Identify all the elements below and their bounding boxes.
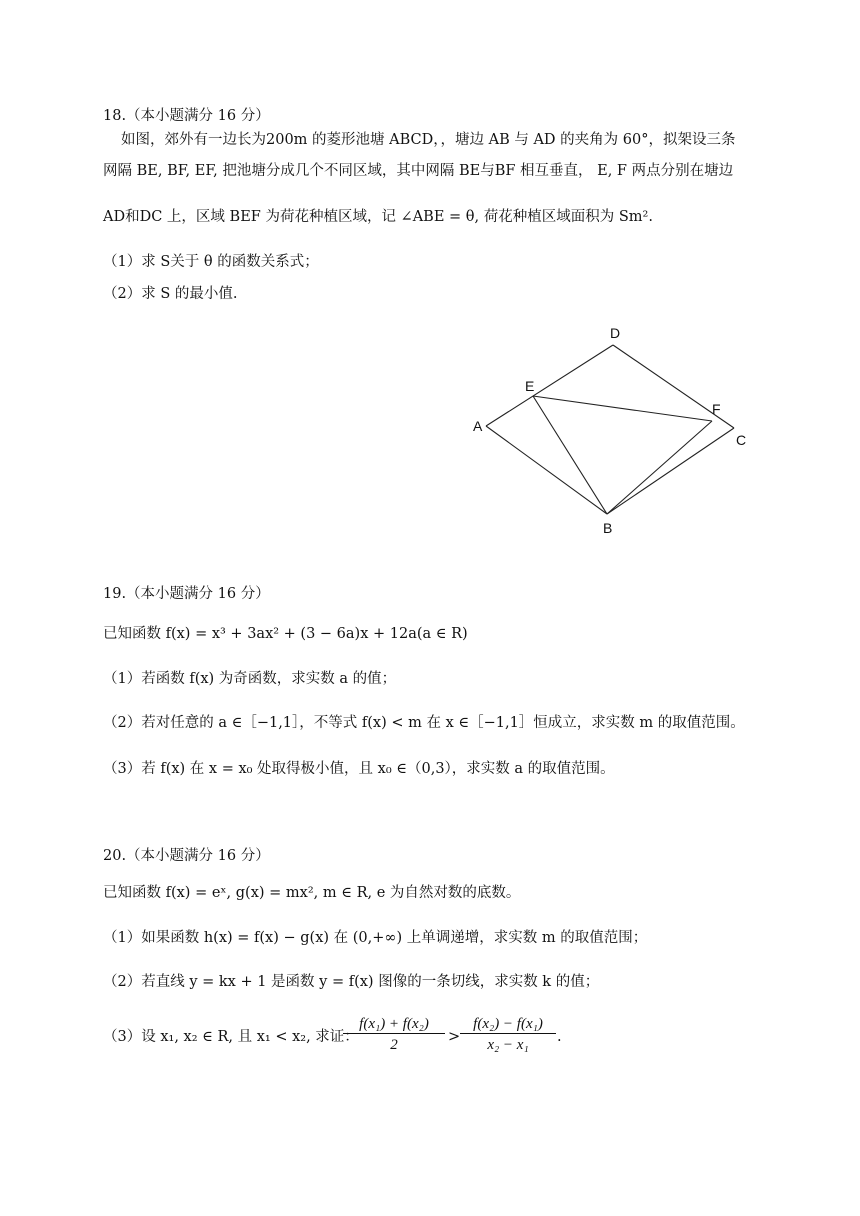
segment-bf	[607, 421, 712, 514]
fraction-right-numerator: f(x₂) − f(x₁)	[460, 1016, 556, 1034]
q18-part2: （2）求 S 的最小值.	[103, 286, 238, 302]
q19-part2: （2）若对任意的 a ∈［−1,1］，不等式 f(x) < m 在 x ∈［−1,1］恒成立，求实数 m 的取值范围。	[103, 715, 745, 731]
q20-header: 20.（本小题满分 16 分）	[103, 848, 270, 864]
label-c: C	[736, 432, 747, 448]
q18-text-line2: 网隔 BE, BF, EF, 把池塘分成几个不同区域，其中网隔 BE与BF 相互垂直， E, F 两点分别在塘边	[103, 163, 734, 179]
q20-part2: （2）若直线 y = kx + 1 是函数 y = f(x) 图像的一条切线，求实数 k 的值；	[103, 974, 600, 990]
q19-header: 19.（本小题满分 16 分）	[103, 586, 270, 602]
q19-part3: （3）若 f(x) 在 x = x₀ 处取得极小值，且 x₀ ∈（0,3），求实数 a 的取值范围。	[103, 761, 615, 777]
q20-part1: （1）如果函数 h(x) = f(x) − g(x) 在 (0,+∞) 上单调递增，求实数 m 的取值范围；	[103, 930, 648, 946]
greater-than-sign: >	[448, 1029, 461, 1045]
label-b: B	[603, 520, 613, 536]
fraction-left-denominator: 2	[390, 1037, 398, 1053]
end-period: .	[557, 1029, 562, 1045]
edge-ba	[486, 426, 607, 514]
q18-header: 18.（本小题满分 16 分）	[103, 108, 270, 124]
edge-cb	[607, 428, 734, 514]
edge-ad	[486, 345, 613, 426]
label-e: E	[525, 378, 535, 394]
label-f: F	[712, 401, 721, 417]
q18-text-line3: AD和DC 上，区域 BEF 为荷花种植区域，记 ∠ABE = θ, 荷花种植区域面积为 Sm².	[103, 209, 653, 225]
label-d: D	[610, 325, 621, 341]
q18-part1: （1）求 S关于 θ 的函数关系式；	[103, 254, 319, 270]
fraction-left	[343, 1016, 445, 1054]
segment-ef	[533, 396, 712, 421]
q20-part3: （3）设 x₁, x₂ ∈ R, 且 x₁ < x₂, 求证：	[103, 1029, 359, 1045]
segment-be	[533, 396, 607, 514]
q19-part1: （1）若函数 f(x) 为奇函数，求实数 a 的值；	[103, 671, 397, 687]
q20-text-line1: 已知函数 f(x) = eˣ, g(x) = mx², m ∈ R, e 为自然对数的底数。	[103, 885, 521, 901]
label-a: A	[473, 418, 483, 434]
rhombus-figure	[460, 318, 760, 543]
q18-text-line1: 如图，郊外有一边长为200m 的菱形池塘 ABCD，，塘边 AB 与 AD 的夹角为 60°，拟架设三条	[121, 132, 736, 148]
fraction-right	[460, 1016, 556, 1054]
fraction-right-denominator: x₂ − x₁	[487, 1037, 529, 1053]
q19-text-line1: 已知函数 f(x) = x³ + 3ax² + (3 − 6a)x + 12a(a ∈ R)	[103, 626, 468, 642]
fraction-left-numerator: f(x₁) + f(x₂)	[343, 1016, 445, 1034]
